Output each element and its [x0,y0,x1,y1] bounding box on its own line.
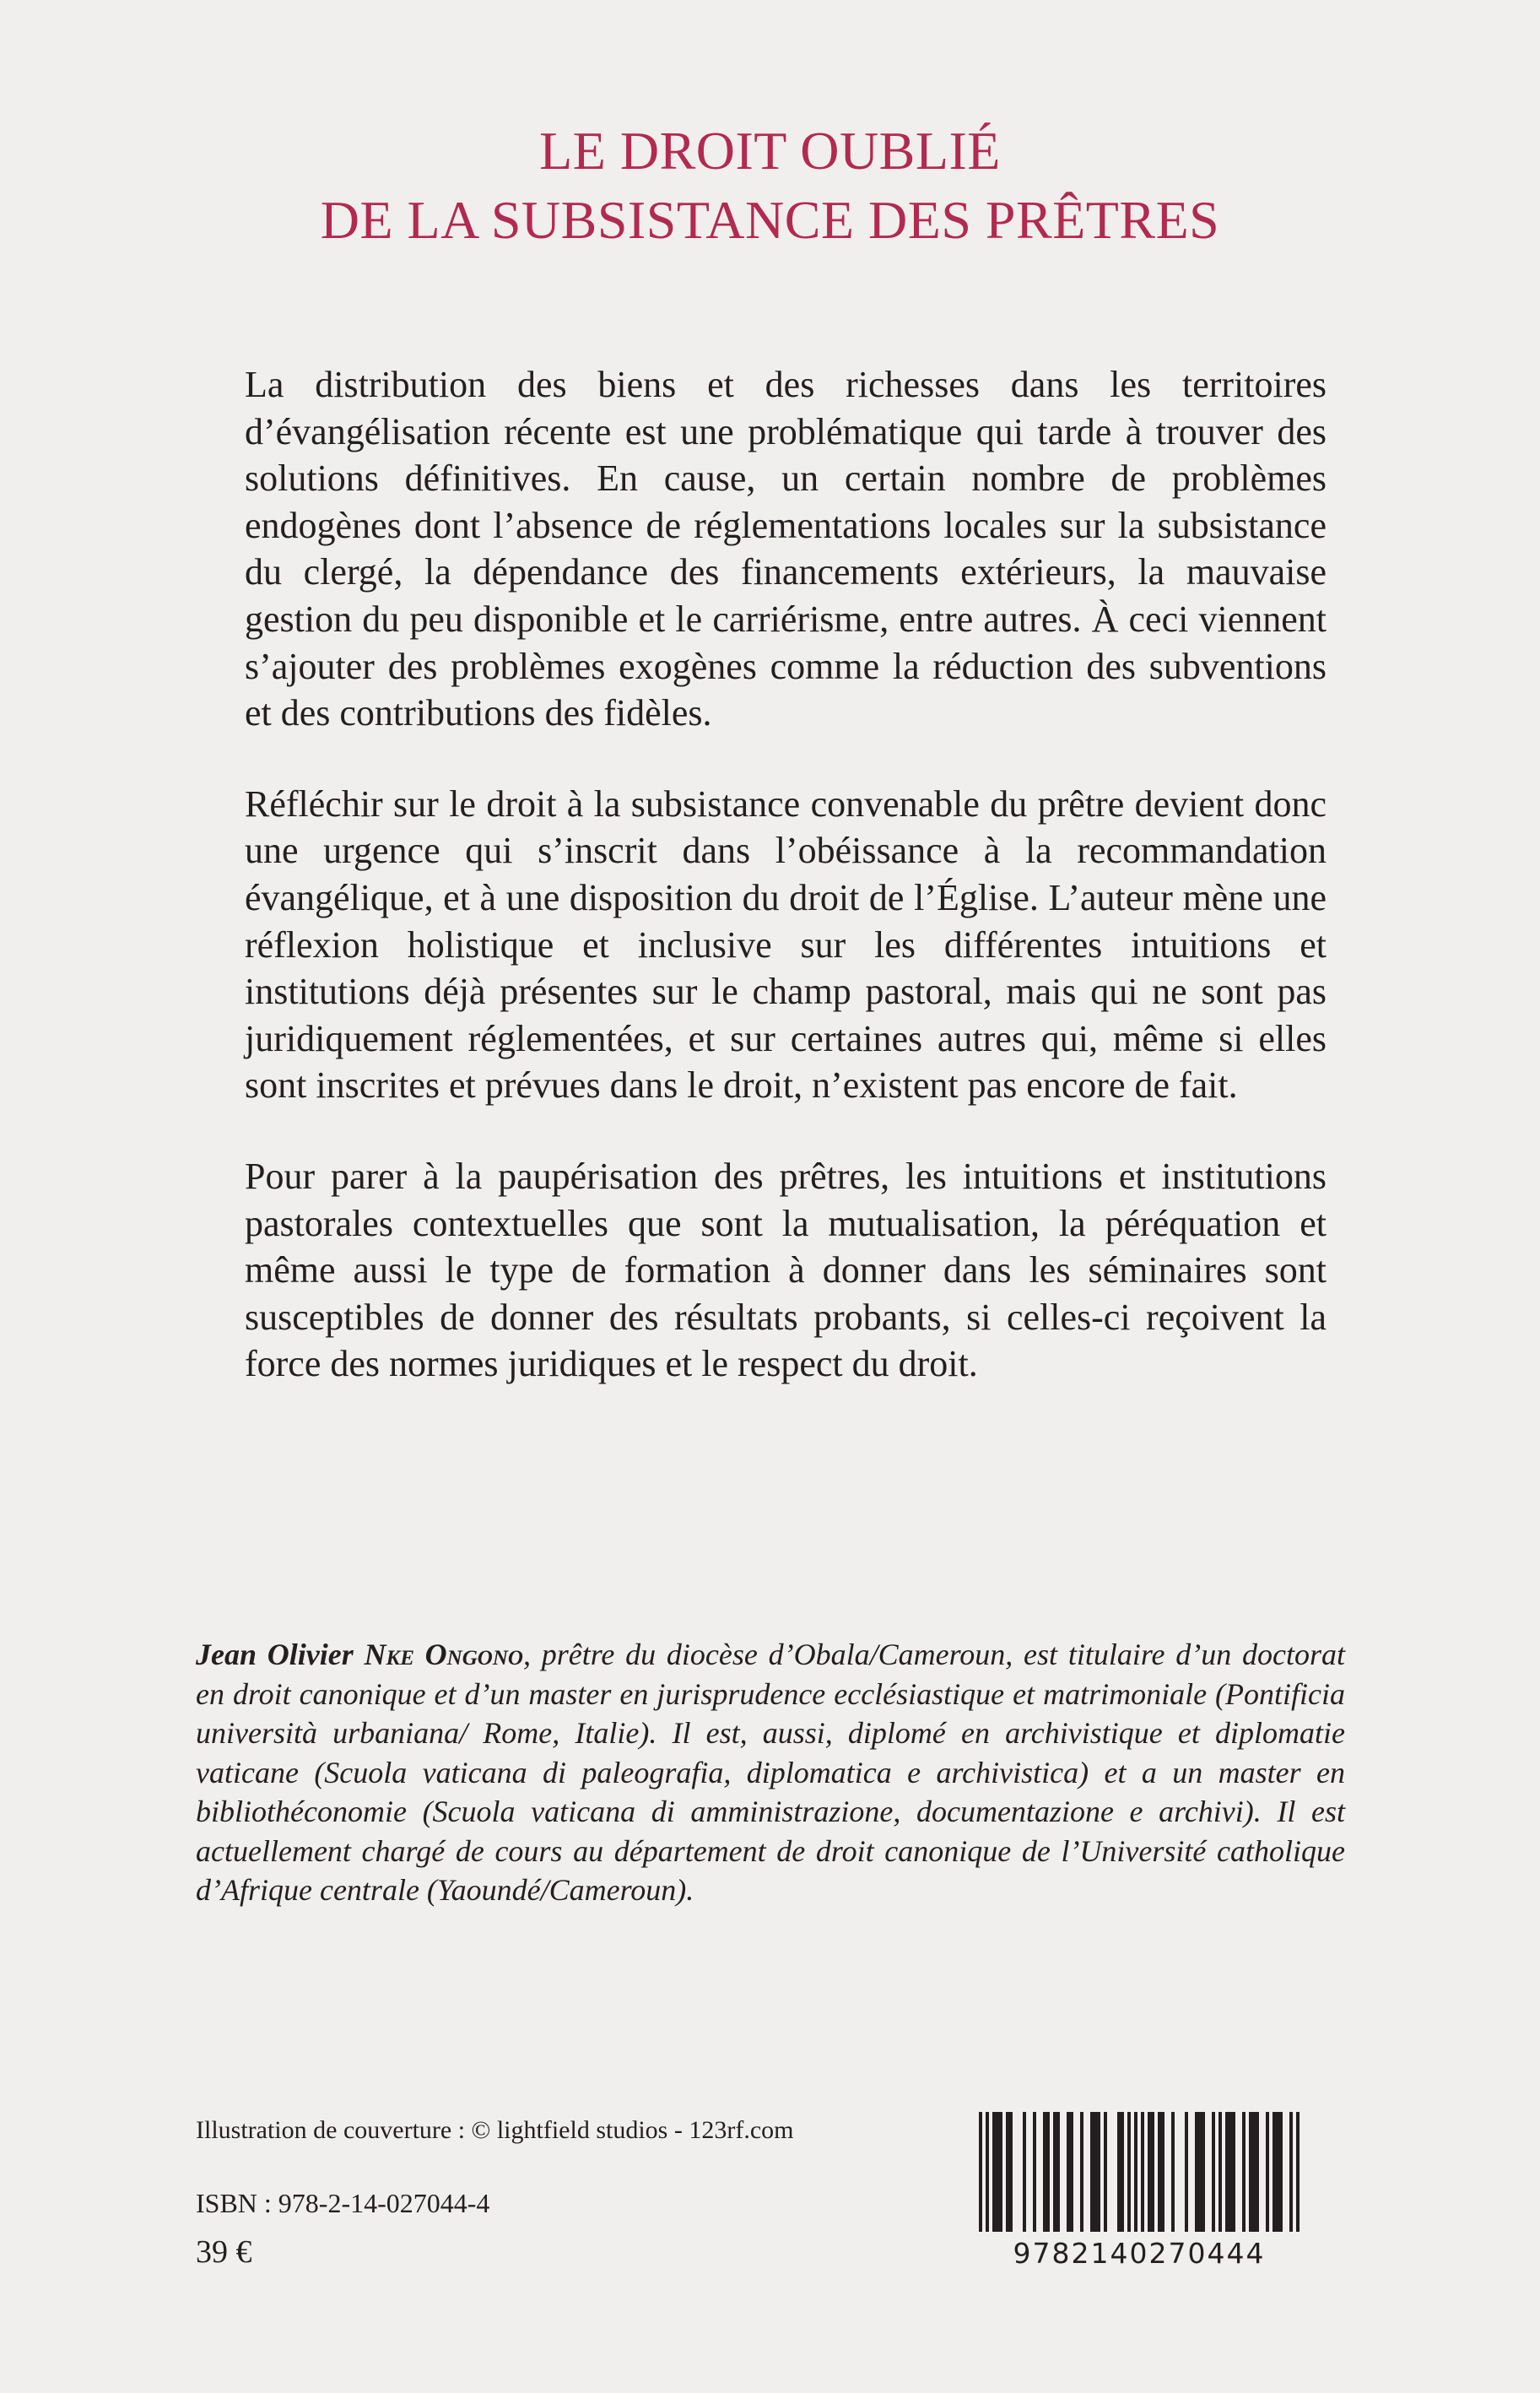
barcode-bar [1148,2112,1154,2232]
barcode-bar [1158,2112,1164,2232]
barcode-bar [1195,2112,1205,2232]
barcode-bar [1067,2112,1073,2232]
barcode-bar [1104,2112,1107,2232]
barcode-bar [1273,2112,1283,2232]
barcode-bar [1023,2112,1026,2232]
barcode-bar [1134,2112,1137,2239]
barcode-bar [1185,2112,1188,2232]
barcode-bar [1249,2112,1259,2232]
barcode-bar [1080,2112,1083,2232]
barcode-bar [1212,2112,1215,2232]
cover-illustration-credit: Illustration de couverture : © lightfield studios - 123rf.com [196,2116,794,2144]
barcode-bar [1289,2112,1293,2239]
barcode-bar [1043,2112,1050,2232]
barcode-bar [1218,2112,1222,2232]
summary-paragraph: La distribution des biens et des richesses dans les territoires d’évangélisation récente est une problématique qui tarde à trouver des solutions définitives. En cause, un certain nombre de problèmes endogènes dont l’absence de réglementations locales sur la subsistance du clergé, la dépendance des financements extérieurs, la mauvaise gestion du peu disponible et le carriérisme, entre autres. À ceci viennent s’ajouter des problèmes exogènes comme la réduction des subventions et des contributions des fidèles. [245,364,1327,734]
author-surname: Nke Ongono [364,1638,523,1671]
barcode-bars [979,2112,1300,2239]
barcode-bar [1296,2112,1300,2239]
author-biography-text: , prêtre du diocèse d’Obala/Cameroun, est titulaire d’un doctorat en droit canonique et d’un master en jurisprudence ecclésiastique et matrimoniale (Pontificia università urbaniana/ Rome, Italie). Il est, aussi, diplomé en archivistique et diplomatie vaticane (Scuola vaticana di paleografia, diplomatica e archivistica) et a un master en bibliothéconomie (Scuola vaticana di amministrazione, documentazione e archivi). Il est actuellement chargé de cours au département de droit canonique de l’Université catholique d’Afrique centrale (Yaoundé/Cameroun). [196,1638,1346,1907]
author-first-name: Jean Olivier [196,1638,365,1671]
summary-paragraph: Réfléchir sur le droit à la subsistance convenable du prêtre devient donc une urgence qui s’inscrit dans l’obéissance à la recommandation évangélique, et à une disposition du droit de l’Église. L’auteur mène une réflexion holistique et inclusive sur les différentes intuitions et institutions déjà présentes sur le champ pastoral, mais qui ne sont pas juridiquement réglementées, et sur certaines autres qui, même si elles sont inscrites et prévues dans le droit, n’existent pas encore de fait. [245,782,1327,1107]
barcode-bar [986,2112,989,2239]
barcode-bar [979,2112,982,2239]
book-title-line-1: LE DROIT OUBLIÉ [539,121,1001,181]
book-summary [245,361,1327,1432]
book-title [0,116,1540,255]
summary-paragraph: Pour parer à la paupérisation des prêtres, les intuitions et institutions pastorales contextuelles que sont la mutualisation, la péréquation et même aussi le type de formation à donner dans les séminaires sont susceptibles de donner des résultats probants, si celles-ci reçoivent la force des normes juridiques et le respect du droit. [245,1155,1327,1385]
barcode-bar [1006,2112,1013,2232]
barcode-bar [1090,2112,1100,2232]
isbn-barcode [979,2112,1300,2277]
barcode-bar [1053,2112,1060,2232]
book-title-line-2: DE LA SUBSISTANCE DES PRÊTRES [320,190,1220,250]
barcode-bar [1141,2112,1144,2239]
barcode-bar [1266,2112,1269,2232]
barcode-bar [1242,2112,1246,2232]
isbn-number: ISBN : 978-2-14-027044-4 [196,2188,490,2218]
price-label: 39 € [196,2234,252,2270]
author-biography [196,1635,1345,1910]
barcode-bar [1171,2112,1175,2232]
barcode-bar [1117,2112,1124,2232]
barcode-bar [992,2112,1002,2232]
barcode-bar [1225,2112,1235,2232]
barcode-digits: 9782140270444 [979,2232,1300,2271]
barcode-bar [1127,2112,1131,2232]
barcode-bar [1033,2112,1036,2232]
